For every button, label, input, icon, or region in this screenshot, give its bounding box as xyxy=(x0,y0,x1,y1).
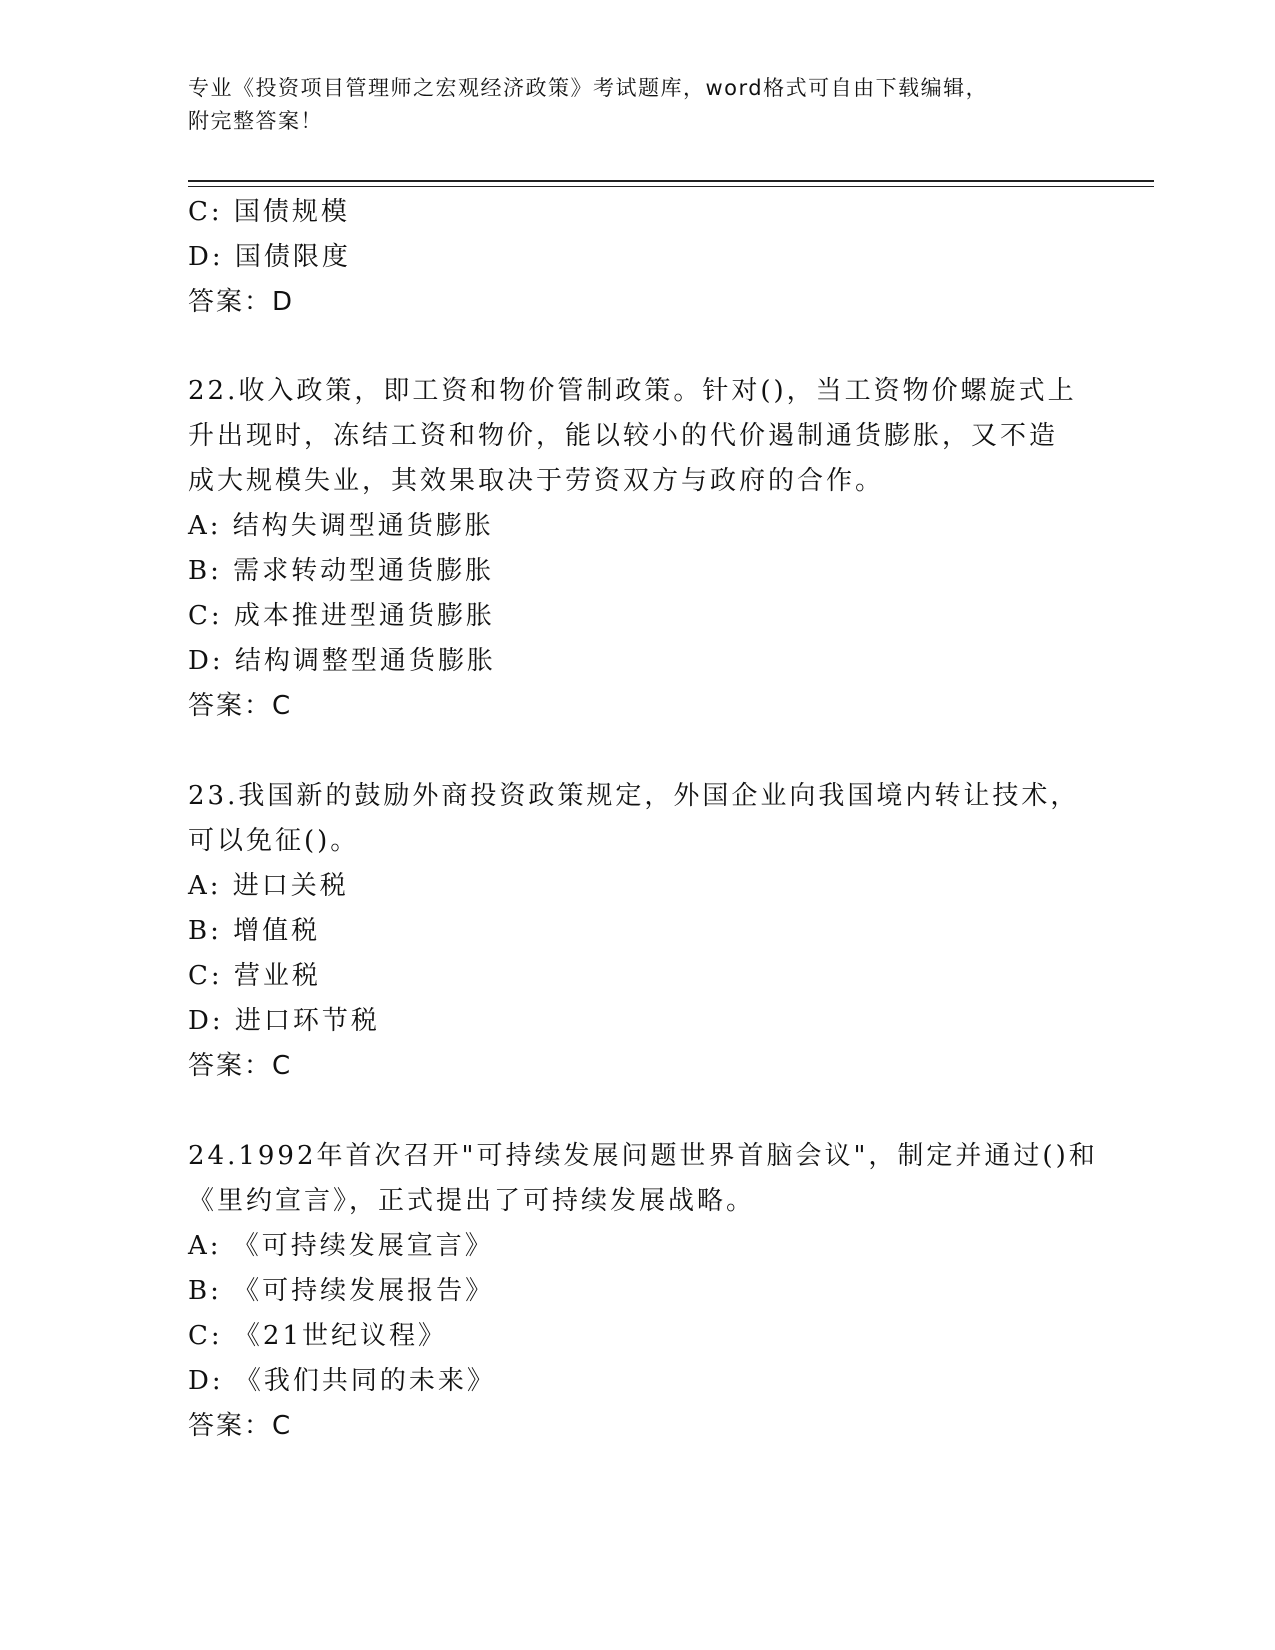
question-23-option-a: A: 进口关税 xyxy=(188,871,349,901)
header-divider-thick xyxy=(188,180,1154,182)
option-d: D: 国债限度 xyxy=(188,242,351,272)
question-23-option-b: B: 增值税 xyxy=(188,916,321,946)
question-22-stem-line-1: 22.收入政策，即工资和物价管制政策。针对()，当工资物价螺旋式上 xyxy=(188,376,1077,406)
question-23-answer: 答案：C xyxy=(188,1051,293,1081)
question-23-stem-line-1: 23.我国新的鼓励外商投资政策规定，外国企业向我国境内转让技术， xyxy=(188,781,1080,811)
question-22-option-d: D: 结构调整型通货膨胀 xyxy=(188,646,496,676)
document-header xyxy=(188,72,1068,138)
question-22-option-b: B: 需求转动型通货膨胀 xyxy=(188,556,495,586)
question-23-option-d: D: 进口环节税 xyxy=(188,1006,380,1036)
question-24-stem-line-1: 24.1992年首次召开"可持续发展问题世界首脑会议"，制定并通过()和 xyxy=(188,1141,1098,1171)
question-22-answer: 答案：C xyxy=(188,691,293,721)
header-line-2: 附完整答案！ xyxy=(188,109,323,133)
answer: 答案：D xyxy=(188,287,295,317)
question-22-stem-line-2: 升出现时，冻结工资和物价，能以较小的代价遏制通货膨胀，又不造 xyxy=(188,421,1059,451)
question-24-stem-line-2: 《里约宣言》，正式提出了可持续发展战略。 xyxy=(188,1186,756,1216)
header-line-1: 专业《投资项目管理师之宏观经济政策》考试题库，word格式可自由下载编辑， xyxy=(188,76,989,100)
question-22-option-c: C: 成本推进型通货膨胀 xyxy=(188,601,495,631)
question-24-option-a: A: 《可持续发展宣言》 xyxy=(188,1231,494,1261)
question-24-answer: 答案：C xyxy=(188,1411,293,1441)
question-22-stem-line-3: 成大规模失业，其效果取决于劳资双方与政府的合作。 xyxy=(188,466,885,496)
option-c: C: 国债规模 xyxy=(188,197,350,227)
question-22-option-a: A: 结构失调型通货膨胀 xyxy=(188,511,494,541)
question-24-option-c: C: 《21世纪议程》 xyxy=(188,1321,448,1351)
question-24-option-d: D: 《我们共同的未来》 xyxy=(188,1366,496,1396)
question-24-option-b: B: 《可持续发展报告》 xyxy=(188,1276,495,1306)
question-23-option-c: C: 营业税 xyxy=(188,961,321,991)
question-23-stem-line-2: 可以免征()。 xyxy=(188,826,360,856)
header-divider-thin xyxy=(188,186,1154,187)
